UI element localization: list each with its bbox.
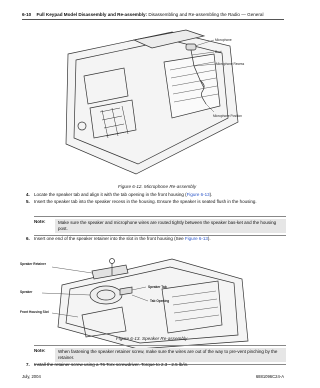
step-text-end: ).: [207, 236, 211, 241]
microphone-label: Microphone: [215, 38, 232, 42]
front-housing-slot-label: Front Housing Slot: [20, 310, 49, 314]
step-number: 4.: [26, 192, 30, 197]
figure-reference-link[interactable]: Figure 6-13: [184, 236, 208, 241]
figure-6-13-caption: Figure 6-13. Speaker Re-assembly: [116, 336, 188, 341]
footer-date: July, 2004: [22, 374, 41, 379]
speaker-tab-label: Speaker Tab: [148, 285, 167, 289]
step-7: [26, 362, 284, 368]
step-text-end: ).: [209, 192, 213, 197]
note-label: Note:: [34, 219, 46, 224]
step-number: 7.: [26, 362, 30, 367]
section-subtitle: Disassembling and Re-assembling the Radio — General: [148, 12, 264, 17]
microphone-position-label: Microphone Position: [213, 114, 242, 118]
speaker-retainer-label: Speaker Retainer: [20, 262, 47, 266]
footer-doc-number: 6881096C24-A: [255, 374, 284, 379]
section-title: Full Keypad Model Disassembly and Re-assembly:: [36, 12, 148, 17]
figure-reference-link[interactable]: Figure 6-13: [186, 192, 210, 197]
microphone-reassembly-figure: [54, 26, 244, 178]
page-header: [22, 12, 284, 20]
page-number: 6-10: [22, 12, 32, 17]
step-text: Install the retainer screw using a T6 Torx screwdriver. Torque to 2.3 - 2.5 lb/in.: [34, 362, 189, 367]
figure-6-12-caption: Figure 6-12. Microphone Re-assembly: [118, 184, 197, 189]
note-text: When fastening the speaker retainer screw, make sure the wires are out of the way to pre-vent pinching by the retainer.: [55, 348, 286, 362]
step-5: [26, 199, 284, 205]
step-text: Locate the speaker tab and align it with the tab opening in the front housing (: [34, 192, 187, 197]
tab-opening-label: Tab Opening: [150, 299, 170, 303]
step-number: 5.: [26, 199, 30, 204]
step-text: Insert one end of the speaker retainer into the slot in the front housing (See: [34, 236, 185, 241]
step-text: Insert the speaker tab into the speaker recess in the housing. Ensure the speaker is seated flush in the housing.: [34, 199, 257, 204]
step-number: 6.: [26, 236, 30, 241]
microphone-recess-label: Microphone Recess: [216, 62, 245, 66]
note-label: Note:: [34, 348, 46, 353]
note-text: Make sure the speaker and microphone wires are routed tightly between the speaker bas-ket and the housing post.: [55, 219, 286, 233]
speaker-label: Speaker: [20, 290, 33, 294]
step-4: [26, 192, 284, 198]
step-6: [26, 236, 284, 242]
page-footer: [22, 374, 284, 379]
note-box: [34, 216, 286, 236]
boot-label: Boot: [215, 50, 222, 54]
